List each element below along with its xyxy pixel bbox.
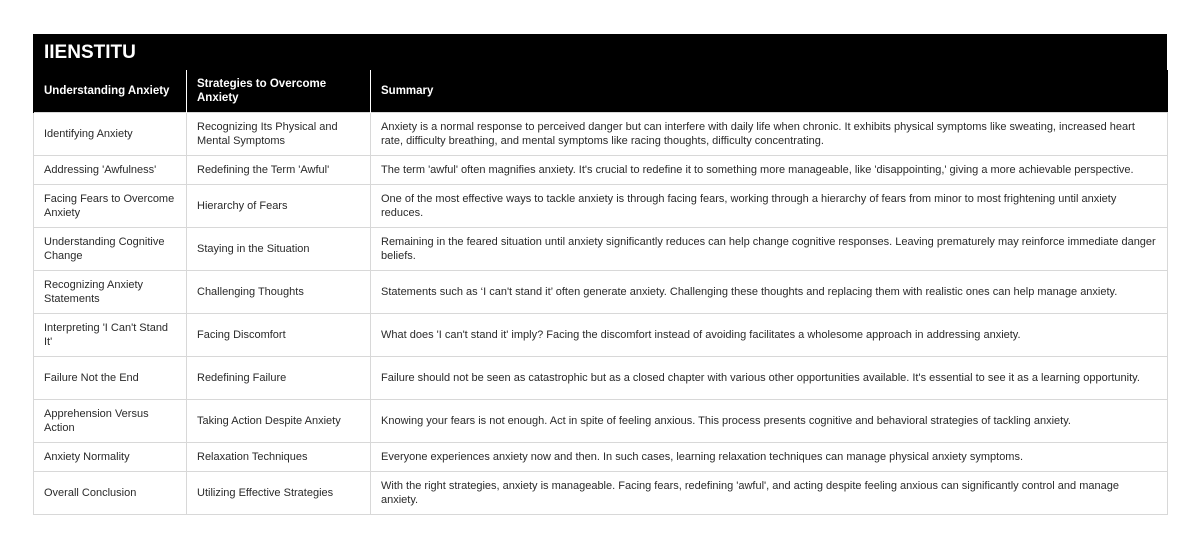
cell-strategy: Staying in the Situation: [187, 228, 371, 271]
cell-topic: Apprehension Versus Action: [34, 400, 187, 443]
cell-summary: Remaining in the feared situation until anxiety significantly reduces can help change cognitive responses. Leaving prematurely may reinforce immediate danger beliefs.: [371, 228, 1168, 271]
cell-strategy: Relaxation Techniques: [187, 443, 371, 472]
cell-strategy: Taking Action Despite Anxiety: [187, 400, 371, 443]
cell-summary: Failure should not be seen as catastrophic but as a closed chapter with various other opportunities available. It's essential to see it as a learning opportunity.: [371, 357, 1168, 400]
cell-topic: Overall Conclusion: [34, 472, 187, 515]
table-row: [34, 156, 1168, 185]
cell-summary: Anxiety is a normal response to perceived danger but can interfere with daily life when chronic. It exhibits physical symptoms like sweating, increased heart rate, difficulty breathing, and mental symptoms like racing thoughts, difficulty concentrating.: [371, 113, 1168, 156]
cell-strategy: Challenging Thoughts: [187, 271, 371, 314]
table-row: [34, 400, 1168, 443]
cell-summary: With the right strategies, anxiety is manageable. Facing fears, redefining 'awful', and acting despite feeling anxious can significantly control and manage anxiety.: [371, 472, 1168, 515]
cell-topic: Identifying Anxiety: [34, 113, 187, 156]
cell-summary: Everyone experiences anxiety now and then. In such cases, learning relaxation techniques can manage physical anxiety symptoms.: [371, 443, 1168, 472]
cell-strategy: Hierarchy of Fears: [187, 185, 371, 228]
table-row: [34, 185, 1168, 228]
cell-strategy: Utilizing Effective Strategies: [187, 472, 371, 515]
cell-topic: Anxiety Normality: [34, 443, 187, 472]
cell-strategy: Recognizing Its Physical and Mental Symptoms: [187, 113, 371, 156]
cell-summary: Statements such as ‘I can't stand it’ often generate anxiety. Challenging these thoughts and replacing them with realistic ones can help manage anxiety.: [371, 271, 1168, 314]
cell-strategy: Redefining Failure: [187, 357, 371, 400]
cell-strategy: Redefining the Term 'Awful': [187, 156, 371, 185]
cell-summary: What does 'I can't stand it' imply? Facing the discomfort instead of avoiding facilitates a wholesome approach in addressing anxiety.: [371, 314, 1168, 357]
cell-topic: Understanding Cognitive Change: [34, 228, 187, 271]
cell-summary: One of the most effective ways to tackle anxiety is through facing fears, working through a hierarchy of fears from minor to most frightening until anxiety reduces.: [371, 185, 1168, 228]
table-row: [34, 228, 1168, 271]
cell-summary: Knowing your fears is not enough. Act in spite of feeling anxious. This process presents cognitive and behavioral strategies of tackling anxiety.: [371, 400, 1168, 443]
cell-topic: Addressing 'Awfulness': [34, 156, 187, 185]
cell-summary: The term 'awful' often magnifies anxiety. It's crucial to redefine it to something more manageable, like 'disappointing,' giving a more achievable perspective.: [371, 156, 1168, 185]
table-header-row: [34, 70, 1168, 113]
cell-topic: Failure Not the End: [34, 357, 187, 400]
header-understanding-anxiety: Understanding Anxiety: [34, 70, 187, 113]
table-row: [34, 443, 1168, 472]
anxiety-table: [33, 70, 1168, 515]
table-row: [34, 472, 1168, 515]
cell-topic: Facing Fears to Overcome Anxiety: [34, 185, 187, 228]
table-row: [34, 314, 1168, 357]
cell-strategy: Facing Discomfort: [187, 314, 371, 357]
header-strategies: Strategies to Overcome Anxiety: [187, 70, 371, 113]
brand-title: IIENSTITU: [33, 34, 1167, 70]
header-summary: Summary: [371, 70, 1168, 113]
table-row: [34, 113, 1168, 156]
cell-topic: Interpreting 'I Can't Stand It': [34, 314, 187, 357]
table-row: [34, 271, 1168, 314]
content-table-container: [33, 34, 1167, 515]
cell-topic: Recognizing Anxiety Statements: [34, 271, 187, 314]
table-row: [34, 357, 1168, 400]
